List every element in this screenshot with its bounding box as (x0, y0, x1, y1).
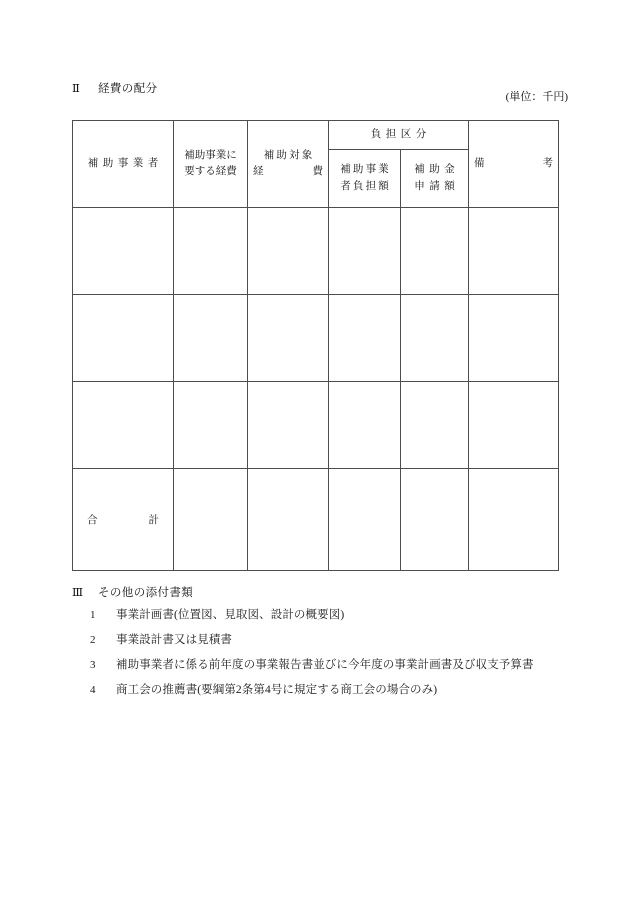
list-item (90, 681, 570, 706)
list-item-index: 1 (90, 609, 96, 621)
cell-total-remarks[interactable] (469, 469, 559, 571)
header-burden-classification-label: 負担区分 (370, 128, 431, 140)
cell-expenses-required[interactable] (174, 208, 248, 295)
cell-operator-burden[interactable] (329, 382, 401, 469)
list-item-index: 3 (90, 659, 96, 671)
header-cell-subsidy-application (401, 150, 469, 208)
expense-allocation-table (72, 120, 559, 571)
list-item-label: 商工会の推薦書(要綱第2条第4号に規定する商工会の場合のみ) (116, 684, 438, 696)
cell-total-expenses-required[interactable] (174, 469, 248, 571)
list-item-label: 事業計画書(位置図、見取図、設計の概要図) (116, 609, 345, 621)
list-item-index: 2 (90, 634, 96, 646)
cell-eligible-expenses[interactable] (248, 295, 329, 382)
cell-operator-burden[interactable] (329, 295, 401, 382)
header-cell-expenses-required (174, 121, 248, 208)
header-remarks-left: 備 (474, 157, 485, 169)
list-item-index: 4 (90, 684, 96, 696)
header-eligible-expenses-line1: 補助対象 (263, 149, 315, 161)
header-operator-label: 補助事業者 (87, 157, 163, 169)
cell-eligible-expenses[interactable] (248, 208, 329, 295)
section-heading-expense-allocation (72, 80, 158, 96)
cell-operator[interactable] (73, 208, 174, 295)
total-label-right: 計 (148, 515, 159, 526)
header-subsidy-application-line1: 補助金 (414, 164, 460, 176)
cell-total-subsidy-application[interactable] (401, 469, 469, 571)
list-item (90, 606, 570, 631)
unit-note: (単位：千円) (505, 91, 568, 103)
list-item (90, 631, 570, 656)
table-header-row (73, 121, 559, 150)
total-label-left: 合 (87, 515, 98, 526)
cell-operator[interactable] (73, 295, 174, 382)
table-total-row (73, 469, 559, 571)
table-row (73, 295, 559, 382)
cell-total-eligible-expenses[interactable] (248, 469, 329, 571)
header-eligible-expenses-line2-right: 費 (312, 166, 323, 177)
table-row (73, 382, 559, 469)
header-eligible-expenses-line2-left: 経 (253, 166, 264, 177)
cell-operator-burden[interactable] (329, 208, 401, 295)
header-eligible-expenses-line2 (253, 164, 323, 180)
section-title: 経費の配分 (98, 83, 158, 95)
cell-operator[interactable] (73, 382, 174, 469)
cell-total-operator-burden[interactable] (329, 469, 401, 571)
header-remarks-right: 考 (542, 157, 553, 169)
cell-remarks[interactable] (469, 382, 559, 469)
header-remarks-label (474, 156, 553, 172)
section-numeral: Ⅱ (72, 83, 81, 95)
list-item (90, 656, 570, 681)
header-cell-burden-classification (329, 121, 469, 150)
header-subsidy-application-line2: 申請額 (414, 180, 460, 192)
list-item-label: 補助事業者に係る前年度の事業報告書並びに今年度の事業計画書及び収支予算書 (116, 659, 534, 671)
cell-remarks[interactable] (469, 208, 559, 295)
attachment-list (90, 606, 570, 706)
total-label-wrap (73, 512, 173, 527)
table-row (73, 208, 559, 295)
cell-subsidy-application[interactable] (401, 382, 469, 469)
header-cell-remarks (469, 121, 559, 208)
header-cell-eligible-expenses (248, 121, 329, 208)
cell-expenses-required[interactable] (174, 382, 248, 469)
cell-eligible-expenses[interactable] (248, 382, 329, 469)
header-operator-burden-line1: 補助事業 (340, 164, 391, 176)
section-heading-other-attachments (72, 584, 193, 600)
cell-subsidy-application[interactable] (401, 295, 469, 382)
header-operator-burden-line2: 者負担額 (340, 180, 391, 192)
cell-total-label (73, 469, 174, 571)
header-cell-operator (73, 121, 174, 208)
list-item-label: 事業設計書又は見積書 (116, 634, 232, 646)
section-numeral: Ⅲ (72, 587, 84, 599)
cell-remarks[interactable] (469, 295, 559, 382)
cell-expenses-required[interactable] (174, 295, 248, 382)
cell-subsidy-application[interactable] (401, 208, 469, 295)
header-cell-operator-burden (329, 150, 401, 208)
header-expenses-required-line2: 要する経費 (184, 166, 237, 177)
header-expenses-required-line1: 補助事業に (184, 149, 237, 161)
section-title: その他の添付書類 (98, 587, 194, 599)
